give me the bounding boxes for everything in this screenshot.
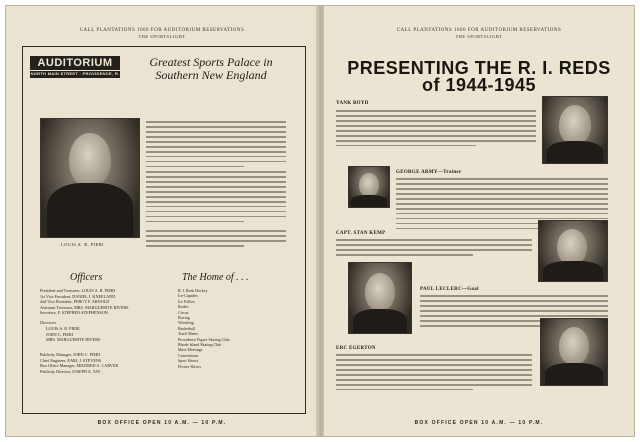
player-photo-stan-kemp (538, 220, 608, 282)
directors-title: Directors (40, 320, 56, 325)
left-header-reservations: CALL PLANTATIONS 1600 FOR AUDITORIUM RESERVATIONS (79, 28, 245, 33)
player-name-george-army: GEORGE ARMY—Trainer (396, 170, 462, 175)
photo-caption: LOUIS A. R. PIERI (61, 242, 104, 247)
construction-paragraph (146, 171, 286, 226)
left-header-sportslight: THE SPORTSLIGHT (138, 34, 186, 39)
player-bio-stan-kemp (336, 239, 532, 259)
player-photo-erc-egerton (540, 318, 608, 386)
tagline: Greatest Sports Palace in Southern New England (149, 55, 273, 82)
program-spread (6, 6, 634, 436)
player-photo-yank-boyd (542, 96, 608, 164)
management-paragraph (146, 230, 286, 250)
logo-text: AUDITORIUM (37, 57, 113, 69)
right-page (324, 6, 634, 436)
player-photo-paul-leclerc (348, 262, 412, 334)
left-footer-box-office: BOX OFFICE OPEN 10 A.M. — 10 P.M. (97, 420, 227, 426)
right-header-reservations: CALL PLANTATIONS 1600 FOR AUDITORIUM RESERVATIONS (396, 28, 562, 33)
player-bio-erc-egerton (336, 354, 532, 394)
history-paragraph (146, 121, 286, 171)
home-of-title: The Home of . . . (182, 272, 249, 283)
officers-title: Officers (70, 272, 103, 283)
roster-season: of 1944-1945 (421, 75, 537, 95)
directors-list: LOUIS A. R. PIERI JOHN C. PIERI MRS. MARGUERITE RIVERS (46, 326, 101, 343)
player-bio-yank-boyd (336, 110, 536, 150)
staff-list: Publicity Manager, JOHN C. PIERI Chief Engineer, EARL J. STEVENS Box Office Manager, MILDRED A. CARVER Publicity Director, JOSEPH A. TAY (40, 352, 119, 374)
player-name-stan-kemp: CAPT. STAN KEMP (336, 231, 386, 236)
officers-list: President and Treasurer, LOUIS A. R. PIERI 1st Vice President, DANIEL J. KNEELAND 2nd Vice President, PERCY F. ARNOLD Assistant Treasurer, MRS. MARGUERITE RIVERS Secretary, F. STEPHEN STEPHENSON (40, 288, 129, 316)
left-page (6, 6, 318, 436)
right-footer-box-office: BOX OFFICE OPEN 10 A.M. — 10 P.M. (414, 420, 544, 426)
auditorium-logo (30, 56, 120, 82)
logo-subtext: NORTH MAIN STREET · PROVIDENCE, R. I. (30, 71, 120, 82)
player-name-erc-egerton: ERC EGERTON (336, 346, 376, 351)
player-name-yank-boyd: YANK BOYD (336, 101, 369, 106)
home-of-list: R. I. Reds Hockey Ice-Capades Ice Follies Rodeo Circus Boxing Wrestling Basketball Track Meets Providence Figure Skating Club Rhode Island Skating Club Mass Meetings Conventions Sport Shows Flower Shows (178, 288, 230, 369)
president-photo (40, 118, 140, 238)
roster-title: PRESENTING THE R. I. REDS (347, 58, 611, 78)
right-header-sportslight: THE SPORTSLIGHT (455, 34, 503, 39)
player-photo-george-army (348, 166, 390, 208)
player-name-paul-leclerc: PAUL LECLERC—Goal (420, 287, 479, 292)
